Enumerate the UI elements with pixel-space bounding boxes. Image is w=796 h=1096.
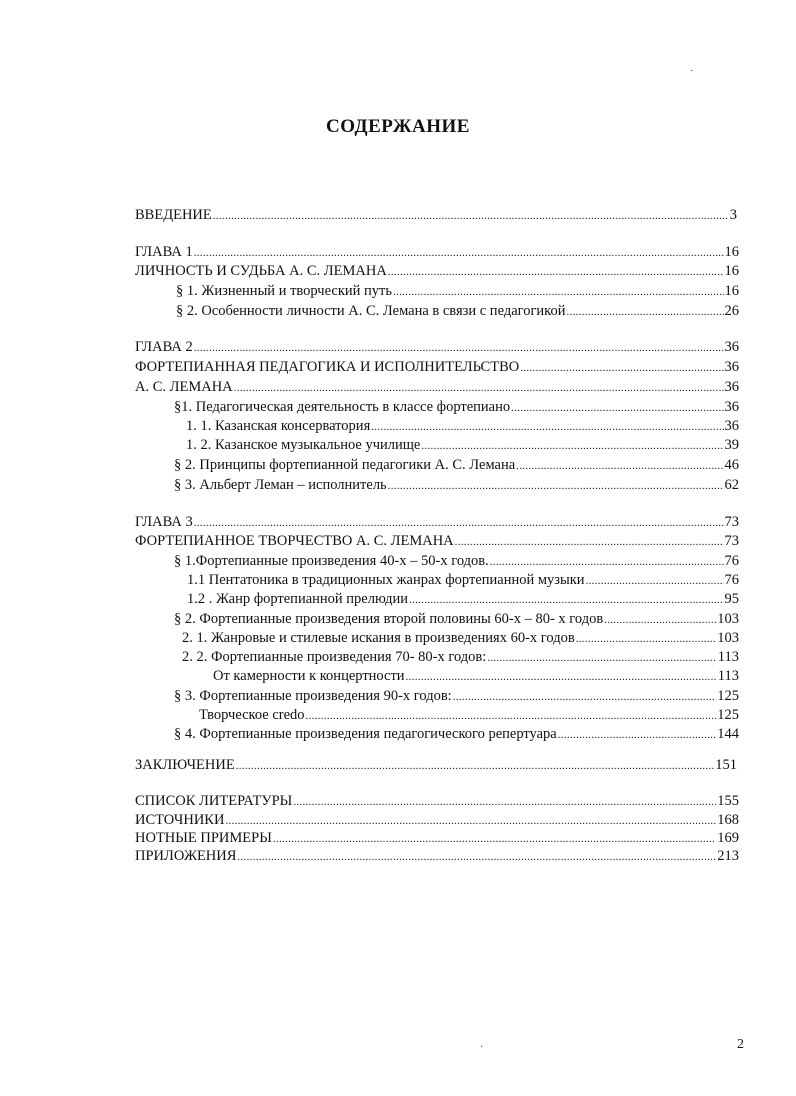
toc-entry-text: § 3. Фортепианные произведения 90-х годов:	[174, 688, 452, 704]
toc-entry-text: § 2. Принципы фортепианной педагогики А. С. Лемана	[174, 457, 516, 473]
toc-entry-page: 36	[724, 418, 739, 434]
toc-entry-page: 125	[717, 688, 739, 704]
toc-entry-text: 2. 1. Жанровые и стилевые искания в произведениях 60-х годов	[182, 630, 575, 646]
toc-entry-page: 155	[717, 793, 739, 809]
toc-entry-ch2-sub-1-2	[186, 435, 739, 455]
toc-entry-ch2-section-2	[174, 455, 739, 475]
toc-entry-text: § 1. Жизненный и творческий путь	[176, 283, 392, 299]
toc-entry-page: 76	[724, 572, 739, 588]
document-title: СОДЕРЖАНИЕ	[326, 116, 470, 137]
toc-entry-text: § 1.Фортепианные произведения 40-х – 50-х годов.	[174, 553, 489, 569]
toc-entry-ch2-sub-1-1	[186, 416, 739, 436]
toc-entry-page: 103	[717, 630, 739, 646]
toc-entry-ch3-sub-2-2-cont	[213, 666, 739, 686]
toc-entry-text: ЛИЧНОСТЬ И СУДЬБА А. С. ЛЕМАНА	[135, 263, 387, 279]
toc-entry-text: § 3. Альберт Леман – исполнитель	[174, 477, 387, 493]
toc-entry-page: 103	[717, 611, 739, 627]
toc-entry-text: ФОРТЕПИАННОЕ ТВОРЧЕСТВО А. С. ЛЕМАНА	[135, 533, 454, 549]
toc-entry-page: 113	[717, 649, 739, 665]
toc-entry-chapter-2-title-cont	[135, 377, 739, 397]
toc-entry-conclusion	[135, 755, 737, 775]
toc-entry-page: 39	[724, 437, 739, 453]
toc-entry-chapter-3-title	[135, 531, 739, 551]
toc-entry-page: 125	[717, 707, 739, 723]
toc-entry-ch3-sub-1-1	[187, 570, 739, 590]
toc-entry-page: 62	[724, 477, 739, 493]
toc-entry-text: 1. 1. Казанская консерватория	[186, 418, 371, 434]
toc-entry-ch1-section-2	[176, 301, 739, 321]
toc-entry-text: §1. Педагогическая деятельность в классе фортепиано	[174, 399, 511, 415]
toc-entry-chapter-2	[135, 337, 739, 357]
toc-entry-chapter-2-title	[135, 357, 739, 377]
toc-entry-page: 36	[724, 359, 739, 375]
toc-entry-text: § 4. Фортепианные произведения педагогического репертуара	[174, 726, 557, 742]
toc-entry-page: 16	[724, 263, 739, 279]
toc-entry-ch3-section-3-cont	[199, 705, 739, 725]
toc-entry-ch1-section-1	[176, 281, 739, 301]
toc-entry-text: ГЛАВА 1	[135, 244, 193, 260]
toc-entry-music-examples	[135, 828, 739, 848]
toc-entry-page: 16	[724, 244, 739, 260]
toc-entry-bibliography	[135, 791, 739, 811]
toc-entry-text: От камерности к концертности	[213, 668, 405, 684]
toc-entry-ch3-sub-2-2	[182, 647, 739, 667]
toc-entry-text: ВВЕДЕНИЕ	[135, 207, 212, 223]
toc-entry-text: 1.1 Пентатоника в традиционных жанрах фортепианной музыки	[187, 572, 585, 588]
toc-entry-text: ПРИЛОЖЕНИЯ	[135, 848, 237, 864]
toc-entry-page: 36	[724, 379, 739, 395]
toc-entry-text: ГЛАВА 3	[135, 514, 193, 530]
toc-entry-page: 168	[717, 812, 739, 828]
toc-entry-text: 1. 2. Казанское музыкальное училище	[186, 437, 421, 453]
scan-speck: ·	[690, 66, 694, 77]
toc-entry-text: А. С. ЛЕМАНА	[135, 379, 233, 395]
toc-entry-page: 151	[715, 757, 737, 773]
toc-entry-page: 169	[717, 830, 739, 846]
toc-entry-page: 36	[724, 399, 739, 415]
toc-entry-page: 36	[724, 339, 739, 355]
toc-entry-page: 144	[717, 726, 739, 742]
toc-entry-chapter-3	[135, 512, 739, 532]
toc-entry-page: 213	[717, 848, 739, 864]
toc-entry-chapter-1-title	[135, 261, 739, 281]
toc-entry-page: 73	[724, 533, 739, 549]
toc-entry-ch3-sub-2-1	[182, 628, 739, 648]
toc-entry-sources	[135, 810, 739, 830]
toc-entry-page: 113	[717, 668, 739, 684]
toc-entry-ch3-section-1	[174, 551, 739, 571]
toc-entry-ch3-section-4	[174, 724, 739, 744]
toc-entry-ch2-section-1	[174, 397, 739, 417]
toc-entry-page: 95	[724, 591, 739, 607]
toc-entry-page: 73	[724, 514, 739, 530]
toc-entry-text: 1.2 . Жанр фортепианной прелюдии	[187, 591, 408, 607]
toc-entry-chapter-1	[135, 242, 739, 262]
toc-entry-text: ИСТОЧНИКИ	[135, 812, 225, 828]
toc-entry-text: Творческое credo	[199, 707, 305, 723]
toc-entry-page: 46	[724, 457, 739, 473]
toc-entry-text: ЗАКЛЮЧЕНИЕ	[135, 757, 235, 773]
scan-speck: ·	[480, 1042, 484, 1053]
toc-entry-ch2-section-3	[174, 475, 739, 495]
toc-entry-page: 26	[724, 303, 739, 319]
toc-entry-ch3-section-2	[174, 609, 739, 629]
toc-entry-text: § 2. Фортепианные произведения второй половины 60-х – 80- х годов	[174, 611, 604, 627]
toc-entry-ch3-section-3	[174, 686, 739, 706]
toc-entry-text: § 2. Особенности личности А. С. Лемана в связи с педагогикой	[176, 303, 566, 319]
toc-entry-text: СПИСОК ЛИТЕРАТУРЫ	[135, 793, 293, 809]
toc-entry-text: ГЛАВА 2	[135, 339, 193, 355]
page-number: 2	[737, 1037, 744, 1052]
toc-entry-page: 16	[724, 283, 739, 299]
toc-entry-ch3-sub-1-2	[187, 589, 739, 609]
toc-entry-page: 76	[724, 553, 739, 569]
toc-entry-intro	[135, 205, 737, 225]
toc-entry-text: ФОРТЕПИАННАЯ ПЕДАГОГИКА И ИСПОЛНИТЕЛЬСТВО	[135, 359, 520, 375]
toc-entry-text: НОТНЫЕ ПРИМЕРЫ	[135, 830, 272, 846]
toc-entry-appendix	[135, 846, 739, 866]
toc-entry-page: 3	[729, 207, 737, 223]
toc-entry-text: 2. 2. Фортепианные произведения 70- 80-х годов:	[182, 649, 487, 665]
